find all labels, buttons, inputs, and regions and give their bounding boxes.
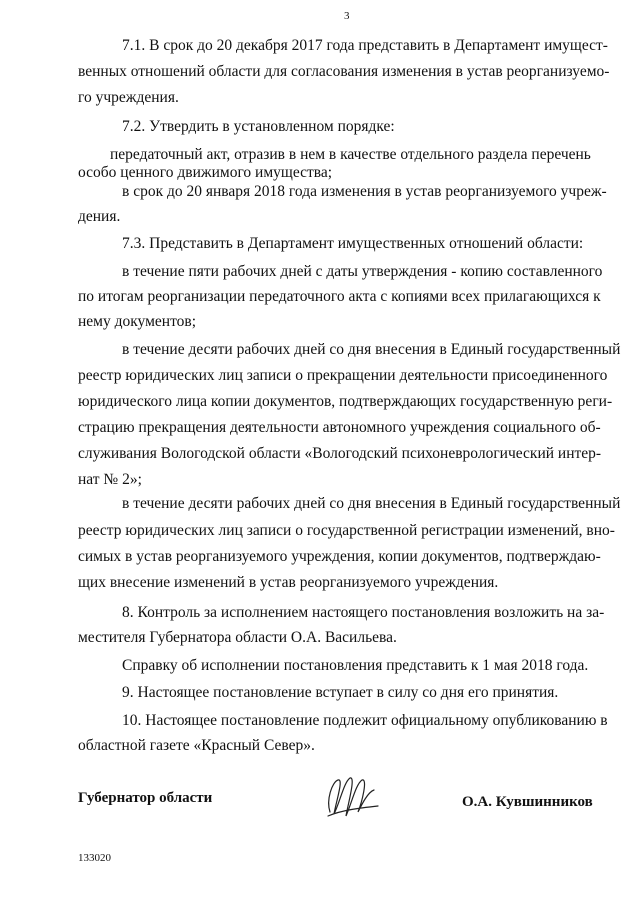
paragraph-line: по итогам реорганизации передаточного акта с копиями всех прилагающихся к xyxy=(78,288,601,305)
paragraph-line: 8. Контроль за исполнением настоящего постановления возложить на за- xyxy=(122,604,605,621)
paragraph-line: страцию прекращения деятельности автономного учреждения социального об- xyxy=(78,419,601,436)
paragraph-line: симых в устав реорганизуемого учреждения, копии документов, подтверждаю- xyxy=(78,548,601,565)
paragraph-line: венных отношений области для согласования изменения в устав реорганизуемо- xyxy=(78,63,610,80)
paragraph-line: в течение десяти рабочих дней со дня внесения в Единый государственный xyxy=(122,341,621,358)
signatory-name: О.А. Кувшинников xyxy=(462,794,593,810)
page-number: 3 xyxy=(344,10,350,22)
paragraph-line: реестр юридических лиц записи о государственной регистрации изменений, вно- xyxy=(78,522,615,539)
paragraph-line: го учреждения. xyxy=(78,89,179,106)
paragraph-line: в течение пяти рабочих дней с даты утверждения - копию составленного xyxy=(122,263,603,280)
paragraph-line: передаточный акт, отразив в нем в качестве отдельного раздела перечень xyxy=(110,146,591,163)
paragraph-line: нат № 2»; xyxy=(78,471,142,488)
paragraph-line: в срок до 20 января 2018 года изменения в устав реорганизуемого учреж- xyxy=(122,183,607,200)
paragraph-line: Справку об исполнении постановления представить к 1 мая 2018 года. xyxy=(122,657,589,674)
paragraph-line: местителя Губернатора области О.А. Васильева. xyxy=(78,629,397,646)
handwritten-signature xyxy=(322,772,382,824)
paragraph-line: 7.2. Утвердить в установленном порядке: xyxy=(122,118,395,135)
paragraph-line: 10. Настоящее постановление подлежит официальному опубликованию в xyxy=(122,712,608,729)
paragraph-line: реестр юридических лиц записи о прекращении деятельности присоединенного xyxy=(78,367,608,384)
paragraph-line: юридического лица копии документов, подтверждающих государственную реги- xyxy=(78,393,613,410)
paragraph-line: дения. xyxy=(78,208,121,225)
paragraph-line: 7.1. В срок до 20 декабря 2017 года представить в Департамент имущест- xyxy=(122,37,608,54)
paragraph-line: 9. Настоящее постановление вступает в силу со дня его принятия. xyxy=(122,684,559,701)
paragraph-line: нему документов; xyxy=(78,313,197,330)
document-code: 133020 xyxy=(78,852,111,864)
paragraph-line: служивания Вологодской области «Вологодский психоневрологический интер- xyxy=(78,445,602,462)
signatory-title: Губернатор области xyxy=(78,790,213,806)
paragraph-line: областной газете «Красный Север». xyxy=(78,737,315,754)
paragraph-line: щих внесение изменений в устав реорганизуемого учреждения. xyxy=(78,574,499,591)
paragraph-line: 7.3. Представить в Департамент имущественных отношений области: xyxy=(122,235,584,252)
paragraph-line: в течение десяти рабочих дней со дня внесения в Единый государственный xyxy=(122,495,621,512)
paragraph-line: особо ценного движимого имущества; xyxy=(78,164,333,181)
